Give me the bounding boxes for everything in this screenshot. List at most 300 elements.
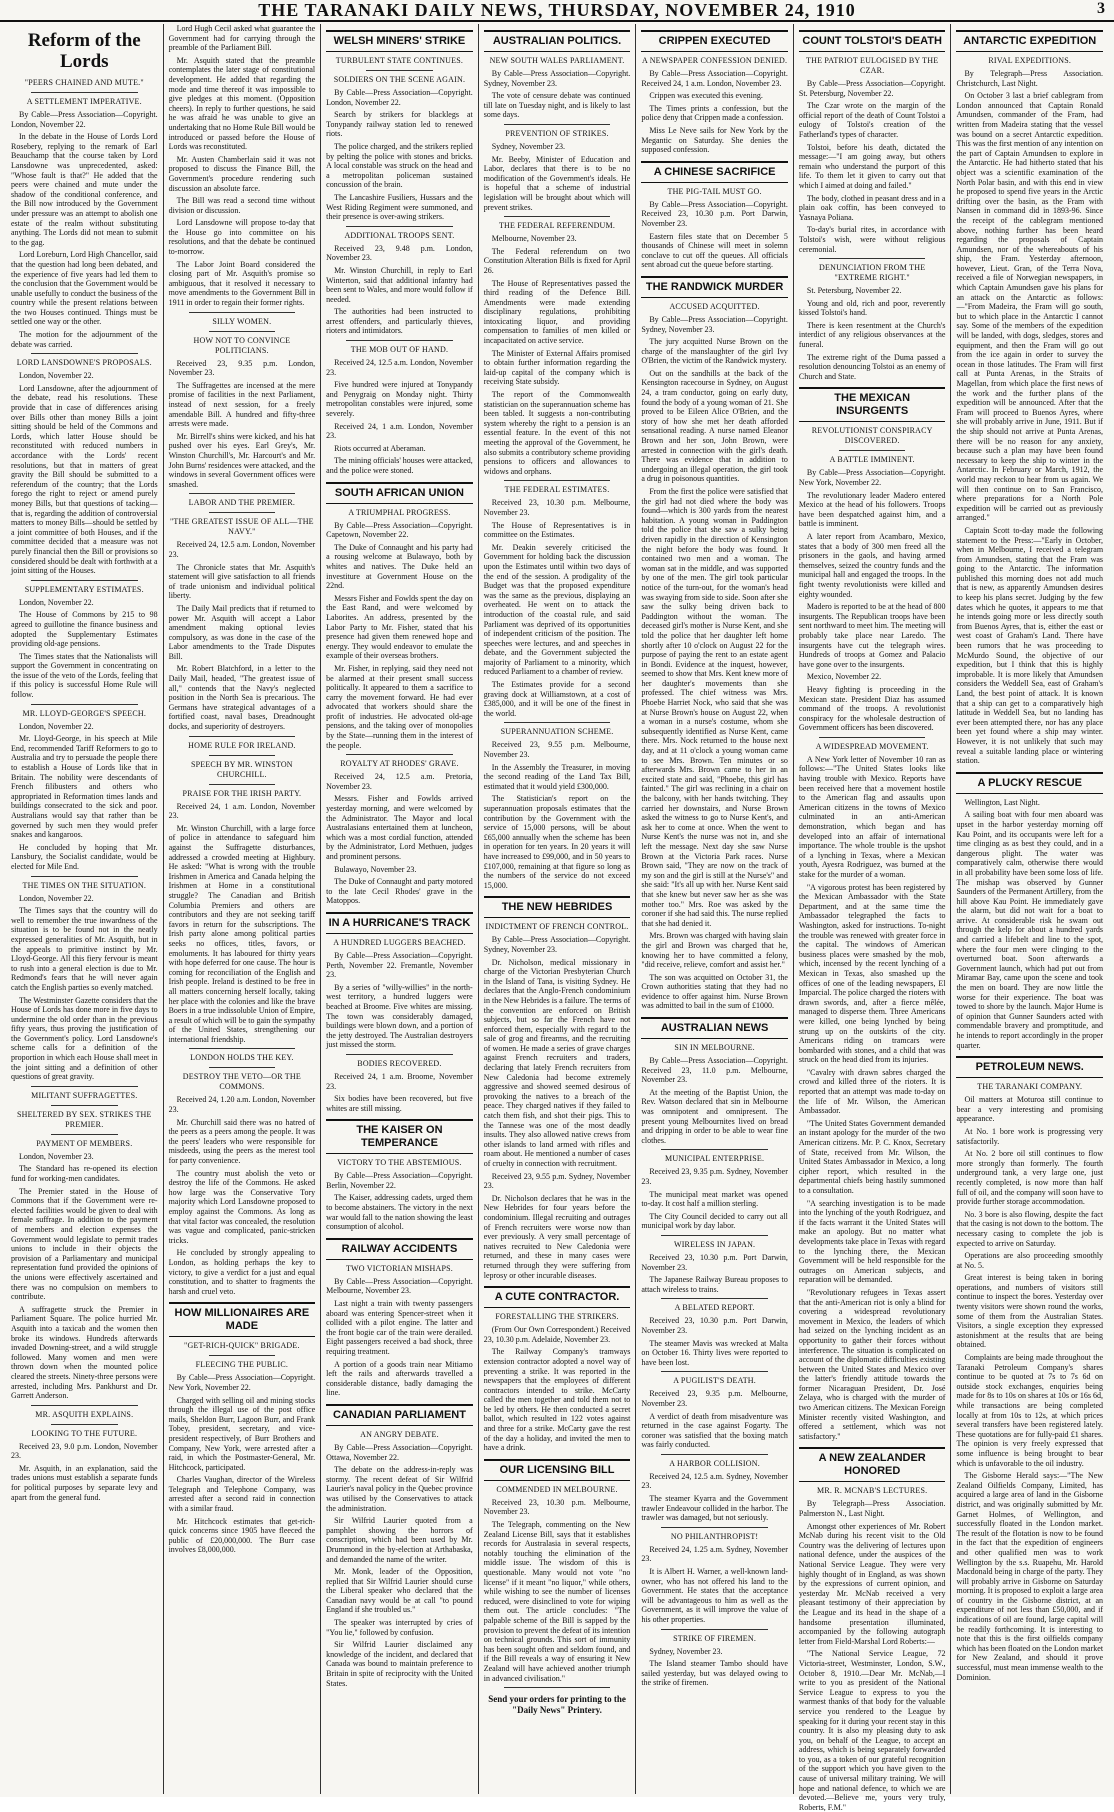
article-paragraph: A verdict of death from misadventure was returned in the case against Fogarty. The coroner was satisfied that the boxing match was fairly conducted. [641, 1411, 788, 1450]
article-subheading: SUPERANNUATION SCHEME. [500, 727, 614, 737]
article-paragraph: Mr. Beeby, Minister of Education and Labor, declares that there is to be no modification of the Government's ideals. He is hopeful that a scheme of industrial legislation will be brought about which will prevent strikes. [483, 154, 631, 212]
article-subheading: A HUNDRED LUGGERS BEACHED. [333, 937, 466, 947]
article-headline: THE KAISER ON TEMPERANCE [326, 1119, 473, 1154]
article-paragraph: Out on the sandhills at the back of the Kensington racecourse in Sydney, on August 24, a tram conductor, going on early duty, found the body of a young woman of 21. She proved to be Eileen Alice O'Brien, and the story of how she met her death afforded sensational reading. A nurse named Eleanor Brown and her son, John Brown, were arrested in connection with the girl's death. There was evidence that in addition to undergoing an illegal operation, the girl took a drug in poisonous quantities. [641, 368, 788, 484]
article-subheading: COMMENDED IN MELBOURNE. [496, 1484, 618, 1494]
article-paragraph: "Cavalry with drawn sabres charged the crowd and killed three of the rioters. It is reported that an attempt was made to-day on the life of Mr. Wilson, the American Ambassador. [798, 1067, 946, 1116]
article-paragraph: It is Albert H. Warner, a well-known land-owner, who has not offered his land to the Government. He states that the acceptance will be advantageous to him as well as the Government, as it will improve the value of his other properties. [641, 1567, 788, 1624]
article-paragraph: At No. 2 bore oil still continues to flow more strongly than formerly. The fourth underground tank, a very large one, just recently completed, is now more than half full of oil, and the company will soon have to provide further storage accommodation. [956, 1149, 1104, 1207]
article-subheading: STRIKE OF FIREMEN. [673, 1633, 757, 1643]
column-rule [661, 1298, 768, 1299]
column-rule [189, 312, 296, 313]
article-paragraph: The son was acquitted on October 31, the Crown authorities stating that they had no evidence to offer against him. Nurse Brown was admitted to bail in the sum of £1000. [641, 972, 788, 1011]
column-rule [504, 124, 611, 125]
article-subheading: THE MOB OUT OF HAND. [350, 345, 449, 355]
article-headline: THE RANDWICK MURDER [641, 276, 788, 298]
article-paragraph: The country must abolish the veto or destroy the life of the Commons. He asked how large was the Conservative Tory majority which Lord Lansdowne proposed to employ against the Commons. As long as that vital factor was concealed, the resolution was vague and complicated, panic-stricken tricks. [168, 1168, 316, 1245]
article-headline: CANADIAN PARLIAMENT [326, 1404, 473, 1426]
article-paragraph: At No. 1 bore work is progressing very satisfactorily. [956, 1126, 1104, 1146]
column-rule [209, 755, 276, 756]
article-paragraph: The body, clothed in peasant dress and in a plain oak coffin, has been conveyed to Yasnaya Poliana. [798, 193, 946, 222]
article-paragraph: By Cable—Press Association—Copyright. Sydney, November 23. [641, 314, 788, 334]
article-subheading: RIVAL EXPEDITIONS. [988, 56, 1072, 65]
article-paragraph: By Cable—Press Association—Copyright. London, November 22. [11, 110, 158, 129]
article-headline: AUSTRALIAN POLITICS. [484, 30, 631, 52]
article-paragraph: By Cable—Press Association—Copyright. London, November 22. [326, 88, 473, 107]
article-paragraph: By Telegraph—Press Association. Palmerston N., Last Night. [798, 1499, 946, 1519]
article-paragraph: Sydney, November 23. [649, 1646, 723, 1656]
article-paragraph: Heavy fighting is proceeding in the Mexican state. President Diaz has assumed command of the troops. A revolutionist conspiracy for the wholesale destruction of Government officers has been discovered. [798, 684, 946, 733]
article-paragraph: Received 23, 9.48 p.m. London, November 23. [326, 243, 473, 263]
article-paragraph: "A vigorous protest has been registered by the Mexican Ambassador with the State Department, and at the same time the Ambassador telegraphed the facts to Washington, asked for instructions. To-night the trouble was renewed with greater force in the capital. The windows of American business places were smashed by the mob, which, incensed by the recent lynching of a Mexican in Texas, also smashed up the offices of one of the leading newspapers, El Imparcial. The police charged the rioters with drawn swords, and, after a fierce mêlée, managed to disperse them. Three Americans were killed, one being lynched by being strung up on the outskirts of the city. Americans riding on tramcars were bombarded with stones, and a child that was struck on the head died from its injuries. [798, 882, 946, 1065]
column-rule [31, 580, 138, 581]
article-paragraph: (From Our Own Correspondent.) Received 23, 10.30 p.m. Adelaide, November 23. [483, 1325, 631, 1344]
column-rule [209, 331, 276, 332]
article-paragraph: To-day's burial rites, in accordance with Tolstoi's wish, were without religious ceremonial. [798, 225, 946, 254]
article-paragraph: The motion for the adjournment of the debate was carried. [11, 330, 158, 349]
article-paragraph: Received 24, 12.5 a.m. Sydney, November 23. [641, 1471, 788, 1491]
article-paragraph: Search by strikers for blacklegs at Tonypandy railway station led to renewed riots. [326, 110, 473, 139]
article-paragraph: Received 23, 9.35 p.m. Melbourne, November 23. [641, 1389, 788, 1408]
article-paragraph: By Cable—Press Association—Copyright. Sydney, November 23. [483, 69, 631, 88]
article-paragraph: The revolutionary leader Madero entered Mexico at the head of his followers. Troops have been despatched against him, and a battle is imminent. [798, 490, 946, 529]
article-paragraph: By Telegraph—Press Association. Christchurch, Last Night. [956, 69, 1104, 88]
article-subheading: PREVENTION OF STRIKES. [505, 128, 609, 138]
article-paragraph: By Cable—Press Association—Copyright. Ottawa, November 22. [326, 1442, 473, 1462]
article-paragraph: Mexico, November 22. [806, 672, 882, 682]
article-paragraph: London, November 22. [19, 893, 94, 903]
article-paragraph: The Gisborne Herald says:—"The New Zealand Oilfields Company, Limited, has acquired a large area of land in the Gisborne district, and was originally submitted by Mr. Garnet Holmes, of Wellington, and successfully floated in the London market. The result of the flotation is now to be found in the fact that the expedition of engineers and other qualified men was to work Wellington by the s.s. Ruapehu, Mr. Harold Macdonald being in charge of the party. They will probably arrive in Gisborne on Saturday morning. It is proposed to exploit a large area of country in the Gisborne district, at an expenditure of not less than £50,000, and if indications of oil are found, large capital will be readily forthcoming. It is interesting to note that this is the first oilfields company which has been floated on the London market for New Zealand, and should it prove successful, must mean immense wealth to the Dominion. [956, 1471, 1104, 1682]
article-paragraph: Mr. Birrell's shins were kicked, and his hat pushed over his eyes. Earl Grey's, Mr. Winston Churchill's, Mr. Harcourt's and Mr. John Burns' residences were attacked, and the windows in several Government offices were smashed. [168, 431, 316, 489]
article-paragraph: Lord Lansdowne, after the adjournment of the debate, read his resolutions. These provide that in case of differences arising over Bills other than money Bills a joint sitting should be held of the Commons and Lords, which latter House should be reconstituted with reduced numbers in accordance with the Lords' recent resolutions, but that in matters of great gravity the Bill should be submitted to a referendum of the country; that the Lords forego the right to reject or amend purely money Bills, but that questions of tacking—that is, regarding the addition of controversial matters to money Bills—should be settled by a joint committee of both Houses, and if the committee decided that a measure was not purely financial then the Bill or provisions so considered should be dealt with forthwith at a joint sitting of the Houses. [11, 383, 158, 576]
article-paragraph: Amongst other experiences of Mr. Robert McNab during his recent visit to the Old Country was the delivering of lectures upon national defence, under the auspices of the National Service League. They were very highly thought of in England, as was shown by the expressions of current opinion, and yesterday Mr. McNab received a very pleasant testimony of their appreciation by the League and its head in the shape of a handsome presentation illuminated, accompanied by the following autograph letter from Field-Marshal Lord Roberts:— [798, 1521, 946, 1646]
article-paragraph: Mr. Hitchcock estimates that get-rich-quick concerns since 1905 have fleeced the public of £20,000,000. The Burr case involves £8,000,000. [168, 1516, 316, 1555]
article-subheading: THE FEDERAL ESTIMATES. [504, 485, 610, 495]
article-paragraph: Received 23, 10.30 p.m. Melbourne, November 23. [483, 1497, 631, 1517]
article-paragraph: Wellington, Last Night. [964, 797, 1040, 807]
article-paragraph: By Cable—Press Association—Copyright. Capetown, November 22. [326, 520, 473, 540]
article-paragraph: The vote of censure debate was continued till late on Tuesday night, and is likely to last some days. [483, 91, 631, 120]
article-subheading: SILLY WOMEN. [212, 316, 272, 326]
column-rule [661, 1454, 768, 1455]
article-paragraph: Melbourne, November 23. [491, 234, 577, 244]
article-subheading: A WIDESPREAD MOVEMENT. [815, 741, 929, 751]
column-rule [31, 1405, 138, 1406]
column-rule [366, 70, 433, 71]
article-paragraph: Dr. Nicholson declares that he was in the New Hebrides for four years before the condominium. Illegal recruiting and outrages of French recruiters were worse now than ever previously. A very small percentage of natives recruited to New Caledonia were returned, and these in many cases were returned through they were suffering from leprosy or other incurable diseases. [483, 1193, 631, 1280]
article-paragraph: Lord Loreburn, Lord High Chancellor, said that the question had long been debated, and the experience of five years had led them to the conclusion that the Government would be unable usefully to conduct the business of the country while the present relations between the two Houses continued. Things must be settled one way or the other. [11, 250, 158, 327]
article-subheading: MUNICIPAL ENTERPRISE. [665, 1154, 765, 1164]
column-rule [31, 1086, 138, 1087]
article-subheading: A HARBOR COLLISION. [669, 1458, 760, 1468]
article-headline: COUNT TOLSTOI'S DEATH [799, 30, 946, 52]
article-paragraph: Received 24, 1.20 a.m. London, November 23. [168, 1095, 316, 1115]
column-rule [189, 736, 296, 737]
article-paragraph: The Kaiser, addressing cadets, urged them to become abstainers. The victory in the next war would fall to the nation showing the least consumption of alcohol. [326, 1193, 473, 1232]
article-paragraph: In the Assembly the Treasurer, in moving the second reading of the Land Tax Bill, estimated that it would yield £300,000. [483, 762, 631, 791]
article-subheading: THE PIG-TAIL MUST GO. [667, 186, 762, 196]
article-subheading: THE FEDERAL REFERENDUM. [498, 221, 616, 231]
article-headline: AUSTRALIAN NEWS [641, 1017, 788, 1039]
article-paragraph: Messrs Fisher and Fowlds spent the day on the East Rand, and were welcomed by Laborites. An address, presented by the Labor Party to Mr. Fisher, stated that his presence had given them renewed hope and energy. They would endeavor to emulate the example of their overseas brothers. [326, 593, 473, 661]
article-subheading: A BATTLE IMMINENT. [829, 455, 915, 465]
article-subheading: MR. LLOYD-GEORGE'S SPEECH. [22, 708, 147, 718]
article-paragraph: Lord Lansdowne will propose to-day that the House go into committee on his resolutions, and that the debate be continued to-morrow. [168, 218, 316, 257]
column-rule [504, 480, 611, 481]
article-paragraph: Sir Wilfrid Laurier disclaimed any knowledge of the incident, and declared that Canada was bound to maintain preference to Britain in spite of reciprocity with the United States. [326, 1640, 473, 1688]
article-headline: THE NEW HEBRIDES [484, 896, 631, 918]
article-subheading: PRAISE FOR THE IRISH PARTY. [182, 788, 302, 798]
article-subheading: WIRELESS IN JAPAN. [673, 1239, 756, 1249]
article-paragraph: By Cable—Press Association—Copyright. Received 23, 10.30 p.m. Port Darwin, November 23. [641, 199, 788, 228]
article-paragraph: London, November 22. [19, 597, 94, 607]
column-5 [636, 24, 794, 1794]
article-paragraph: The Estimates provide for a second graving dock at Williamstown, at a cost of £385,000, and it will be one of the finest in the world. [483, 680, 631, 718]
article-paragraph: By Cable—Press Association—Copyright. New York, November 22. [798, 468, 946, 488]
article-subheading: FLEECING THE PUBLIC. [195, 1360, 289, 1370]
article-paragraph: London, November 22. [19, 721, 94, 731]
article-paragraph: Captain Scott to-day made the following statement to the Press:—"Early in October, when in Melbourne, I received a telegram from Amundsen, stating that the Fram was going to the Antarctic. The information published this morning does not add much that is new, as apparently Amundsen desires to keep his plans secret. Judging by the few dates which he quotes, it appears to me that he intends going more or less directly south from Buenos Ayres, that is, either the east or west coast of Graham's Land. There have been rumors that he was proceeding to McMurdo Sound, the objective of our expedition, but I think that this is highly improbable. It is more likely that Amundsen considers the Weddell Sea, east of Graham's Land, the best point of attack. It is known that a ship can get to a comparatively high latitude in Weddell Sea, but no landing has ever been attempted there, nor has any place been yet found where a ship may winter. However, it is not unlikely that such may reveal a suitable landing place or wintering station. [956, 525, 1104, 766]
columns [6, 24, 1108, 1812]
article-paragraph: Received 24, 12.5 a.m. London, November 23. [326, 358, 473, 377]
article-paragraph: In the debate in the House of Lords Lord Rosebery, replying to the remark of Earl Beauchamp that the course taken by Lord Lansdowne was unprecedented, asked: "Whose fault is that?" He added that the peers were chained and mute under the shadow of the conditional conference, and the Bill now introduced by the Government under pressure was an attempt to abolish one estate of the realm without substituting anything. The Lords did not mean to submit to the gag. [11, 132, 158, 247]
article-paragraph: Mr. Robert Blatchford, in a letter to the Daily Mail, headed, "The greatest issue of all," contends that the Navy's neglected position in the North Sea is precarious. The Germans have strategical advantages of a fortified coast, naval bases, Dreadnought docks, and superiority of destroyers. [168, 664, 316, 732]
article-subheading: VICTORY TO THE ABSTEMIOUS. [337, 1158, 462, 1168]
article-paragraph: Messrs. Fisher and Fowlds arrived yesterday morning, and were welcomed by the Administrator. The Mayor and local Australasians entertained them at luncheon, which was a most cordial function, attended by the Administrator, Lord Methuen, judges and prominent persons. [326, 794, 473, 861]
column-rule [661, 1149, 768, 1150]
article-subheading: "THE GREATEST ISSUE OF ALL—THE NAVY." [169, 517, 314, 537]
article-subheading: THE TARANAKI COMPANY. [977, 1082, 1083, 1092]
article-paragraph: The Standard has re-opened its election fund for working-men candidates. [11, 1164, 158, 1184]
column-7 [951, 24, 1108, 1794]
article-subheading: A NEWSPAPER CONFESSION DENIED. [641, 56, 788, 65]
column-6 [794, 24, 952, 1812]
article-paragraph: Received 24, 12.5 a.m. London, November 23. [168, 540, 316, 559]
article-paragraph: "Revolutionary refugees in Texas assert that the anti-American riot is only a blind for covering a widespread revolutionary movement in Mexico, the leaders of which had seized on the lynching incident as an opportunity to gather their forces without interference. The situation is complicated on account of the diplomatic difficulties existing between the United States and Mexico over the latter's friendly attitude towards the former Nicaraguan President, Dr. José Zelaya, who is charged with the murder of two American citizens. The Mexican Foreign Minister recently visited Washington, and offered a settlement, which was not satisfactory." [798, 1287, 946, 1441]
article-headline: A NEW ZEALANDER HONORED [799, 1447, 946, 1482]
masthead-title: THE TARANAKI DAILY NEWS, THURSDAY, NOVEMBER 24, 1910 [258, 0, 856, 20]
article-subheading: LORD LANSDOWNE'S PROPOSALS. [16, 358, 152, 368]
article-headline: CRIPPEN EXECUTED [641, 30, 788, 52]
article-headline: IN A HURRICANE'S TRACK [326, 912, 473, 934]
article-headline: OUR LICENSING BILL [484, 1459, 631, 1481]
article-paragraph: He concluded by strongly appealing to London, as holding perhaps the key to victory, to give a verdict for a just and equal constitution, and to shatter to fragments the harsh and cruel veto. [168, 1248, 316, 1296]
article-paragraph: Six bodies have been recovered, but five whites are still missing. [326, 1094, 473, 1113]
article-paragraph: The City Council decided to carry out all municipal work by day labor. [641, 1211, 788, 1231]
article-paragraph: The Labor Joint Board considered the closing part of Mr. Asquith's promise so ambiguous, that it resolved it necessary to move amendments to the Government Bill in 1911 in order to regain their former rights. [168, 259, 316, 308]
article-subheading: SOLDIERS ON THE SCENE AGAIN. [333, 75, 466, 84]
article-headline: A PLUCKY RESCUE [956, 772, 1103, 794]
article-paragraph: Mr. Monk, leader of the Opposition, replied that Sir Wilfrid Laurier should curse the Liberal speaker who declared that the Canadian navy would be at call "to pound England if she troubled us." [326, 1567, 473, 1615]
article-paragraph: A New York letter of November 10 ran as follows:—"The United States looks like having trouble with Mexico. Reports have been received here that a movement hostile to the American flag and assaults upon American citizens in the towns of Mexico culminated in an anti-American demonstration, which began and has developed into an affair of international importance. The whole trouble is the upshot of a lynching in Texas, where a Mexican youth, Ayesra Rodriguez, was burned at the stake for the murder of a woman. [798, 754, 946, 879]
article-paragraph: "The United States Government demanded an instant apology for the murder of the two American citizens. Mr. P. C. Knox, Secretary of State, received from Mr. Wilson, the United States Ambassador in Mexico, a long cipher report, which resulted in the departmental chiefs being hastily summoned to a consultation. [798, 1118, 946, 1195]
article-paragraph: At the meeting of the Baptist Union, the Rev. Watson declared that sin in Melbourne was omnipotent and omnipresent. The present young Melbournites lived on bread and dripping in order to be able to wear fine clothes. [641, 1087, 788, 1145]
article-paragraph: Received 23, 10.30 p.m. Port Darwin, November 23. [641, 1316, 788, 1335]
article-subheading: BODIES RECOVERED. [357, 1058, 442, 1068]
article-paragraph: Received 24, 12.5 a.m. Pretoria, November 23. [326, 772, 473, 791]
column-rule [346, 340, 453, 341]
article-headline: SOUTH AFRICAN UNION [326, 482, 473, 504]
article-subheading: LONDON HOLDS THE KEY. [190, 1053, 294, 1063]
article-paragraph: Complaints are being made throughout the Taranaki Petroleum Company's shares continue to be quoted at 7s to 7s 6d on outside stock exchanges, enquiries being made for 8s to 10s on shares at 10s or 16s 6d, while transactions are being completed locally at from 10s to 12s, at which prices several transfers have been registered lately. These quotations are for fully-paid £1 shares. The opinion is very freely expressed that some influence is being brought to bear which is unfavorable to the oil industry. [956, 1353, 1104, 1468]
article-paragraph: By Cable—Press Association—Copyright. Berlin, November 22. [326, 1171, 473, 1190]
article-subheading: DESTROY THE VETO—OR THE COMMONS. [182, 1072, 301, 1092]
article-paragraph: Great interest is being taken in boring operations, and numbers of visitors still continue to inspect the bores. Yesterday over twenty visitors were shown round the works, some of them from the Australian States. Visitors, a single exception they expressed astonishment at the results that are being obtained. [956, 1273, 1104, 1350]
article-paragraph: The Bill was read a second time without division or discussion. [168, 196, 316, 215]
article-paragraph: London, November 22. [19, 371, 94, 381]
column-3 [321, 24, 479, 1794]
article-subheading: AN ANGRY DEBATE. [360, 1429, 439, 1439]
article-paragraph: The Island steamer Tambo should have sailed yesterday, but was delayed owing to the strike of firemen. [641, 1659, 788, 1688]
article-subheading: SUPPLEMENTARY ESTIMATES. [24, 584, 144, 594]
article-paragraph: By Cable—Press Association—Copyright. St. Petersburg, November 22. [798, 79, 946, 98]
column-rule [31, 876, 138, 877]
article-subheading: HOW NOT TO CONVINCE POLITICIANS. [193, 335, 291, 355]
column-rule [661, 1371, 768, 1372]
article-headline: RAILWAY ACCIDENTS [326, 1238, 473, 1260]
article-paragraph: The Japanese Railway Bureau proposes to attach wireless to trains. [641, 1275, 788, 1294]
article-subheading: SPEECH BY MR. WINSTON CHURCHILL. [190, 759, 293, 779]
article-paragraph: Mr. Lloyd-George, in his speech at Mile End, recommended Tariff Reformers to go to Australia and try to persuade the people there to establish a House of Lords like that in Britain. The nobility were descendants of French filibusters and others who appropriated in Reformation times lands and buildings consecrated to the sick and poor. Australians would say that rather than be governed by such men they would prefer snakes and kangaroos. [11, 734, 158, 840]
column-rule [346, 754, 453, 755]
article-paragraph: Charles Vaughan, director of the Wireless Telegraph and Telephone Company, was arrested after a second raid in connection with a similar fraud. [168, 1475, 316, 1514]
article-paragraph: The Chronicle states that Mr. Asquith's statement will give satisfaction to all friends of trade unionism and individual political liberty. [168, 562, 316, 601]
article-paragraph: The Czar wrote on the margin of the official report of the death of Count Tolstoi a eulogy of Tolstoi's creation of the Fatherland's types of character. [798, 101, 946, 139]
article-headline: HOW MILLIONAIRES ARE MADE [169, 1302, 316, 1337]
article-paragraph: He concluded by hoping that Mr. Lansbury, the Socialist candidate, would be elected for Mile End. [11, 842, 158, 871]
article-subheading: ADDITIONAL TROOPS SENT. [344, 230, 455, 240]
article-subheading: REVOLUTIONIST CONSPIRACY DISCOVERED. [811, 426, 933, 446]
article-subheading: A TRIUMPHAL PROGRESS. [348, 507, 451, 517]
article-paragraph: Miss Le Neve sails for New York by the Megantic on Saturday. She denies the supposed confession. [641, 125, 788, 155]
column-rule [661, 1629, 768, 1630]
masthead [0, 0, 1114, 22]
article-paragraph: Charged with selling oil and mining stocks through the illegal use of the post office mails, Sheldon Burr, Lagoon Burr, and Frank Tobey, president, secretary, and vice-president respectively, of Burr Brothers and Company, New York, were arrested after a raid, in which the Postmaster-General, Mr. Hitchcock, participated. [168, 1395, 316, 1472]
article-paragraph: Eastern files state that on December 5 thousands of Chinese will meet in solemn conclave to cut off the queues. All officials sent abroad cut the queue before starting. [641, 231, 788, 270]
article-paragraph: Crippen was executed this evening. [649, 91, 763, 101]
article-paragraph: By Cable—Press Association—Copyright. Received 23, 11.0 p.m. Melbourne, November 23. [641, 1056, 788, 1085]
article-paragraph: Received 23, 9.55 p.m. Sydney, November 23. [483, 1171, 631, 1191]
article-paragraph: The Statistician's report on the superannuation proposals estimates that the contribution by the Government with the service of 15,000 persons, will be about £65,000 annually when the scheme has been in operation for ten years. In 20 years it will have increased to £99,000, and in 50 years to £107,000, remaining at that figure so long as the numbers of the service do not exceed 15,000. [483, 794, 631, 890]
article-paragraph: Mr. Winston Churchill, in reply to Earl Winterton, said that additional infantry had been sent to Wales, and more would follow if needed. [326, 265, 473, 304]
column-rule [661, 1235, 768, 1236]
article-headline: ANTARCTIC EXPEDITION [956, 30, 1103, 52]
page-number: 3 [1097, 0, 1106, 17]
column-rule [819, 737, 926, 738]
article-headline: A CHINESE SACRIFICE [641, 161, 788, 183]
article-headline: THE MEXICAN INSURGENTS [799, 387, 946, 422]
article-subheading: A PUGILIST'S DEATH. [673, 1376, 756, 1386]
article-subheading: NEW SOUTH WALES PARLIAMENT. [489, 56, 625, 65]
article-paragraph: The Duke of Connaught and party motored to the late Cecil Rhodes' grave in the Matoppos. [326, 877, 473, 906]
column-2 [164, 24, 322, 1794]
article-paragraph: The Suffragettes are incensed at the mere promise of facilities in the next Parliament, instead of next session, for a freely amendable Bill. A hundred and fifty-three arrests were made. [168, 380, 316, 429]
article-paragraph: Received 23, 9.35 p.m. Sydney, November 23. [641, 1167, 788, 1186]
article-paragraph: Mr. Churchill said there was no hatred of the peers as a peers among the people. It was the peers' leaders who were responsible for misdeeds, using the peers as the merest tool for party convenience. [168, 1117, 316, 1166]
article-paragraph: By Cable—Press Association—Copyright. Received 24, 1 a.m. London, November 23. [641, 69, 788, 88]
article-paragraph: Bulawayo, November 23. [334, 864, 417, 874]
article-paragraph: Mr. Asquith stated that the preamble contemplates the later stage of constitutional development. He added that regarding the mode and time thereof it was impossible to give pledges at this moment. (Opposition cheers). In reply to further questions, he said he was afraid he was unable to give an undertaking that no Home Rule Bill would be introduced or passed before the House of Lords was reconstituted. [168, 55, 316, 152]
article-paragraph: By Cable—Press Association—Copyright. Sydney, November 23. [483, 935, 631, 954]
article-paragraph: The House of Commons by 215 to 98 agreed to guillotine the finance business and adopted the Supplementary Estimates providing old-age pensions. [11, 610, 158, 649]
column-rule [504, 722, 611, 723]
article-subheading: THE PATRIOT EULOGISED BY THE CZAR. [806, 56, 939, 75]
article-subheading: FORESTALLING THE STRIKERS. [495, 1312, 619, 1322]
article-paragraph: On October 3 last a brief cablegram from London announced that Captain Ronald Amundsen, commander of the Fram, had written from Madeira stating that the vessel was bound on a secret Antarctic expedition. This was the first mention of any intention on the part of Captain Amundsen to explore in the Antarctic. He had hitherto stated that his object was a scientific examination of the North Polar basin, and with this end in view he proposed to spend five years in the Arctic drifting over the basin, as the Fram with Nansen in command did in 1893-96. Since the receipt of the cablegram mentioned above, nothing further has been heard regarding the proposals of Captain Amundsen, nor of the whereabouts of his ship, the Fram. Yesterday afternoon, however, Lieut. Gran, of the Terra Nova, received a file of Norwegian newspapers, in which Captain Amundsen gave his plans for an attack on the Antarctic as follows:—"From Madeira, the Fram will go south, but to which place in the Antarctic I cannot say. Some of the members of the expedition will be landed, with dogs, sledges, stores and equipment, and then the Fram will go out from the ice again in order to survey the ocean in those latitudes. The Fram will first call at Punta Arenas, in the Straits of Magellan, from which place the first news of the work and the further plans of the expedition will be announced. After that the Fram will proceed to Buenos Ayres, where she will probably arrive in June, 1911. But if the ship should not arrive at Punta Arenas, there will be no reason for any anxiety, because such a plan may have been found necessary to keep the ship to winter in the Antarctic. In February or March, 1912, the world may reckon to hear from us again. We will then continue on to San Francisco, where preparations for a North Pole expedition will be carried out as previously arranged." [956, 91, 1104, 523]
column-4 [479, 24, 637, 1794]
article-paragraph: The steamer Mavis was wrecked at Malta on October 16. Thirty lives were reported to have been lost. [641, 1338, 788, 1367]
article-paragraph: The extreme right of the Duma passed a resolution denouncing Tolstoi as an enemy of Church and State. [798, 352, 946, 381]
column-rule [209, 512, 276, 513]
column-rule [189, 1048, 296, 1049]
article-subheading: ROYALTY AT RHODES' GRAVE. [340, 759, 459, 769]
column-rule [31, 92, 138, 93]
column-rule [189, 493, 296, 494]
article-paragraph: Oil matters at Moturoa still continue to bear a very interesting and promising appearance. [956, 1095, 1104, 1124]
article-paragraph: The House of Representatives is in committee on the Estimates. [483, 520, 631, 540]
article-paragraph: The Times says that the country will do well to remember the true inwardness of the situation is to be found not in the neatly expressed generalities of Mr. Asquith, but in the appeals to primitive instinct by Mr. Lloyd-George. All this fiery fervour is meant to rush into a general election is due to Mr. Redmond's fears that he will never again catch the English parties so evenly matched. [11, 906, 158, 992]
article-paragraph: Five hundred were injured at Tonypandy and Penygraig on Monday night. Thirty metropolitan constables were injured, some severely. [326, 380, 473, 419]
article-paragraph: There is keen resentment at the Church's interdict of any religious observances at the funeral. [798, 320, 946, 350]
article-paragraph: Sydney, November 23. [491, 141, 565, 151]
column-rule [504, 1687, 611, 1688]
article-subheading: DENUNCIATION FROM THE "EXTREME RIGHT." [819, 263, 926, 283]
article-paragraph: From the first the police were satisfied that the girl had not died where the body was found—which is 300 yards from the nearest habitation. A young woman in Paddington told the police that she saw a sulky being driven rapidly in the direction of Kensington the night before the body was found. It contained two men and a woman. The woman sat in the middle, and was supported by one of the men. The girl took particular notice of the turn-out, for the woman's head was swaying from side to side. Soon after she saw the sulky being driven back to Paddington without the woman. The deceased girl's mother is Nurse Kent, and she told the police that her daughter left home shortly after 10 o'clock on August 22 for the purpose of paying the rent to an estate agent in Bondi. Evidence at the inquest, however, seemed to show that Mrs. Kent knew more of her daughter's movements than she professed. The chief witness was Mrs. Phoebe Harriet Nock, who said that she was at Nurse Brown's house on August 22, when a woman in a nurse's costume, whom she subsequently identified as Nurse Kent, came there. Mrs. Nock returned to the house next day, and at 11 o'clock a young woman came to see Mrs. Brown. Ten minutes or so afterwards Mrs. Brown came to her in an excited state and said, "Phoebe, this girl has fainted." The girl was reclining in a chair on the balcony, with her hands twitching. They carried her downstairs, and Nurse Brown asked the witness to go to Nurse Kent's, and ask her to come at once. When the went to Nurse Kent's the nurse was not in, and she left the message. Next day she saw Nurse Brown at the Victoria Park races. Nurse Brown said, "They are now on the track of my son and the girl is still at the Nurse's" and she said: "It's all up with her. Nurse Kent said that she knew but never saw her as she was mother too." Mrs. Roe was asked by the coroner if she had said this. The nurse replied that she had denied it. [641, 487, 788, 928]
column-rule [51, 1424, 118, 1425]
article-paragraph: "A searching investigation is to be made into the lynching of the youth Rodriguez, and if the facts warrant it the United States will make an apology. But no matter what developments take place in Texas with regard to the lynching there, the Mexican Government will be held responsible for the outrages on American subjects, and reparation will be demanded. [798, 1198, 946, 1285]
article-paragraph: Lord Hugh Cecil asked what guarantee the Government had for carrying through the preamble of the Parliament Bill. [168, 24, 316, 53]
article-paragraph: Dr. Nicholson, medical missionary in charge of the Victorian Presbyterian Church in the Island of Tana, is visiting Sydney. He declares that the Anglo-French condominium in the New Hebrides is a failure. The terms of the convention are enforced on British subjects, but so far the French have not enforced them, especially with regard to the sale of grog and firearms, and the recruiting of women. He made a series of grave charges against French recruiters and traders, declaring that lately French recruiters from New Caledonia had become extremely aggressive and showed seemed desirous of provoking the natives to a breach of the peace. They charged natives if they failed to catch them fish, and shot their pigs. This to the Tannese was one of the most deadly insults. They also allowed native crews from other islands to land armed with rifles and roam about. He mentioned a number of cases of cruelty in connection with recruitment. [483, 957, 631, 1168]
article-paragraph: The mining officials' houses were attacked, and the police were stoned. [326, 456, 473, 475]
column-rule [31, 353, 138, 354]
article-subheading: LABOR AND THE PREMIER. [188, 498, 296, 508]
article-paragraph: By Cable—Press Association—Copyright. New York, November 22. [168, 1373, 316, 1392]
article-paragraph: The debate on the address-in-reply was stormy. The recent defeat of Sir Wilfrid Laurier's naval policy in the Quebec province was utilised by the Conservatives to attack the administration. [326, 1465, 473, 1513]
article-paragraph: A portion of a goods train near Mitiamo left the rails and afterwards travelled a considerable distance, badly damaging the line. [326, 1359, 473, 1398]
column-rule [209, 1355, 276, 1356]
article-paragraph: Received 24, 1 a.m. Broome, November 23. [326, 1071, 473, 1091]
column-rule [209, 784, 276, 785]
article-paragraph: London, November 23. [19, 1151, 94, 1161]
article-paragraph: "The National Service League, 72 Victoria-street, Westminster, London, S.W., October 8, 1910.—Dear Mr. McNab,—I write to you as president of the National Service League to express to you the warmest thanks of that body for the valuable service you rendered to the League by speaking for it during your recent stay in this country. It is also my pleasing duty to ask you, on behalf of the League, to accept an address, which is being separately forwarded to you, as a token of our grateful recognition of the support which you have given to the cause of universal military training. We will hope and national defence, to which we are devoted.—Believe me, yours very truly, Roberts, F.M." [798, 1649, 946, 1812]
printery-notice: Send your orders for printing to the "Daily News" Printery. [488, 1694, 626, 1716]
article-paragraph: By Cable—Press Association—Copyright. Melbourne, November 23. [326, 1276, 473, 1296]
article-paragraph: Received 23, 9.55 p.m. Melbourne, November 23. [483, 740, 631, 760]
article-paragraph: A sailing boat with four men aboard was upset in the harbor yesterday morning off Kau Point, and its occupants were left for a time clinging as as best they could, and in a dangerous plight. The water was comparatively calm, otherwise there would in all probability have been some loss of life. The mishap was observed by Gunner Saunders of the Permanent Artillery, from the hill above Kau Point. He immediately gave the alarm, but did not wait for a boat to arrive. At considerable risk he swam out through the kelp for about a hundred yards and carried a lifebelt and line to the spot, where the four men were clinging to the overturned boat. Soon afterwards a Government launch, which had put out from Miramar Bay, came upon the scene and took the men on board. They are now little the worse for their experience. The boat was towed to shore by the launch. Major Hume is of opinion that Gunner Saunders acted with commendable bravery and promptitude, and he intends to report accordingly in the proper quarter. [956, 810, 1104, 1050]
column-rule [839, 450, 906, 451]
article-paragraph: The Federal referendum on two Constitution Alteration Bills is fixed for April 26. [483, 246, 631, 275]
article-paragraph: The House of Representatives passed the third reading of the Defence Bill. Amendments were made extending disciplinary regulations, prohibiting intoxicating liquor, and providing compensation to families of men killed or incapacitated on active service. [483, 278, 631, 346]
article-headline: WELSH MINERS' STRIKE [326, 30, 473, 52]
article-subheading: "PEERS CHAINED AND MUTE." [24, 78, 144, 87]
article-headline: Reform of the Lords [27, 30, 141, 72]
article-paragraph: St. Petersburg, November 22. [806, 286, 902, 296]
article-paragraph: The Daily Mail predicts that if returned to power Mr. Asquith will accept a Labor amendment making optional levies compulsory, as was done in the case of the Labor amendments to the Trade Disputes Bill. [168, 603, 316, 661]
article-paragraph: The Duke of Connaught and his party had a rousing welcome at Bulawayo, both by whites and natives. The Duke held an investiture at Government House on the 22nd. [326, 542, 473, 591]
article-paragraph: The Telegraph, commenting on the New Zealand License Bill, says that it establishes records for Australasia in several respects, notably touching the elimination of the middle issue. The wisdom of this is questionable. Many would not vote "no license" if it meant "no liquor," while others, while wishing to see the number of licenses reduced, were disinclined to vote for wiping them out. The article concludes: "The palpable scheme of the Bill is sapped by the provision to prevent the defeat of its intention on technical grounds. This sort of immunity has been sought often and seldom found, and if the Bill reveals a way of ensuring it New Zealand will have achieved another triumph in advanced civilisation." [483, 1520, 631, 1683]
column-rule [346, 1054, 453, 1055]
article-subheading: ACCUSED ACQUITTED. [669, 301, 760, 311]
article-paragraph: Young and old, rich and poor, reverently kissed Tolstoi's hand. [798, 298, 946, 318]
article-paragraph: A suffragette struck the Premier in Parliament Square. The police hurried Mr. Asquith into a taxicab and the women then broke its windows. Hundreds afterwards invaded Downing-street, and a wild struggle followed. Many women and men were thrown down when the mounted police cleared the streets. Ninety-three persons were arrested, including Mrs. Pankhurst and Dr. Garrett Anderson. [11, 1304, 158, 1401]
article-paragraph: Mr. Asquith, in an explanation, said the trades unions must establish a separate funds for political purposes by separate levy and apart from the general fund. [11, 1463, 158, 1502]
article-paragraph: The jury acquitted Nurse Brown on the charge of the manslaughter of the girl Ivy O'Brien, the victim of the Randwick mystery. [641, 337, 788, 366]
article-paragraph: Received 23, 9.35 p.m. London, November 23. [168, 358, 316, 378]
article-paragraph: The Premier stated in the House of Commons that if the Government were re-elected facilities would be given to deal with female suffrage. In addition to the payment of members and election expenses the Government would legislate to permit trades unions to include in their objects the provision of a Parliamentary and municipal representation fund provided the opinions of the unions were effectively ascertained and there was no compulsion on members to contribute. [11, 1186, 158, 1302]
article-headline: PETROLEUM NEWS. [956, 1056, 1103, 1078]
article-paragraph: Operations are also proceeding smoothly at No. 5. [956, 1251, 1104, 1270]
article-subheading: LOOKING TO THE FUTURE. [31, 1428, 138, 1438]
article-paragraph: Received 23, 9.0 p.m. London, November 23. [11, 1441, 158, 1461]
article-paragraph: The report of the Commonwealth statistician on the superannuation scheme has been tabled. It suggests a non-contributing system whereby the right to a pension is an essential feature. In the event of this not meeting the approval of the Government, he also submits a contributory scheme providing pensions to officers and allowances to widows and orphans. [483, 390, 631, 476]
article-subheading: TWO VICTORIAN MISHAPS. [345, 1263, 453, 1273]
article-subheading: MR. ASQUITH EXPLAINS. [35, 1409, 134, 1419]
article-paragraph: Sir Wilfrid Laurier quoted from a pamphlet showing the horrors of conscription, which had been used by Mr. Drummond in the by-election at Arthabaska, and demanded the name of the writer. [326, 1516, 473, 1564]
article-subheading: "GET-RICH-QUICK" BRIGADE. [184, 1341, 300, 1351]
column-rule [819, 258, 926, 259]
article-paragraph: Madero is reported to be at the head of 800 insurgents. The Republican troops have been sent northward to meet him. The meeting will probably take place near Laredo. The insurgents have cut the telegraph wires. Hundreds of troops at Gomez and Palacio have gone over to the insurgents. [798, 602, 946, 669]
article-paragraph: The Times states that the Nationalists will support the Government in concentrating on the issue of the veto of the Lords, feeling that if this policy is successful Home Rule will follow. [11, 651, 158, 700]
article-paragraph: The steamer Kyarra and the Government trawler Endeavour collided in the harbor. The trawler was damaged, but not seriously. [641, 1494, 788, 1523]
article-paragraph: Mr. Austen Chamberlain said it was not proposed to discuss the Finance Bill, the Government's procedure rendering such discussion an absolute farce. [168, 154, 316, 193]
article-paragraph: The Times prints a confession, but the police deny that Crippen made a confession. [641, 103, 788, 123]
article-paragraph: Mr. Deakin severely criticised the Government for holding back the discussion upon the Estimates until within two days of the end of the session. A prodigality of the Budget was that the proposed expenditure was the same as the previous, displaying an overheated. He went on to attack the introduction of the coastal rule, and said Parliament was deprived of its opportunities of independent criticism of the position. The speeches were lectures, and and speeches in debate, and the Government subjected the majority of Parliament to a minority, which reduced Parliament to a chamber of review. [483, 542, 631, 677]
article-subheading: NO PHILANTHROPIST! [670, 1531, 759, 1541]
article-subheading: TURBULENT STATE CONTINUES. [335, 56, 464, 65]
article-paragraph: The Westminster Gazette considers that the House of Lords has done more in five days to undermine the old order than in the previous fifty years, thus proving the justification of the Government's policy. Lord Lansdowne's scheme calls for a definition of the proportion in which each House shall meet in the joint sitting and a definition of other questions of great gravity. [11, 995, 158, 1082]
article-paragraph: By a series of "willy-willies" in the north-west territory, a hundred luggers were beached at Broome. Five whites are missing. The town was considerably damaged, buildings were blown down, and a portion of the jetty destroyed. The Australian destroyers just missed the storm. [326, 982, 473, 1050]
column-rule [31, 704, 138, 705]
article-paragraph: Tolstoi, before his death, dictated the message:—"I am going away, but others remain who understand the purport of this life. To them let it given to carry out that which I aimed at doing and failed." [798, 142, 946, 190]
article-paragraph: Riots occurred at Aberaman. [334, 443, 426, 453]
article-paragraph: The Railway Company's tramways extension contractor adopted a novel way of preventing a strike. It was reported in the newspapers that the employees of different contractors intended to strike. McCarty called the men together and told them not to be led by others. He then conducted a secret ballot, which resulted in 122 votes against and three for a strike. McCarty gave the rest of the day a holiday, and invited the men to have a drink. [483, 1347, 631, 1453]
article-subheading: SIN IN MELBOURNE. [674, 1043, 755, 1053]
article-paragraph: The police charged, and the strikers replied by pelting the police with stones and bricks. A local constable was struck on the head and a metropolitan policeman sustained concussion of the brain. [326, 141, 473, 190]
article-paragraph: Received 24, 1 a.m. London, November 23. [168, 801, 316, 821]
column-rule [661, 1527, 768, 1528]
article-subheading: INDICTMENT OF FRENCH CONTROL. [485, 922, 629, 932]
article-paragraph: The authorities had been instructed to arrest offenders, and particularly thieves, rioters and intimidators. [326, 307, 473, 336]
article-paragraph: Received 23, 10.30 p.m. Melbourne, November 23. [483, 498, 631, 517]
article-paragraph: Last night a train with twenty passengers aboard was entering Spencer-street when it collided with a pilot engine. The latter and the front bogie car of the train were derailed. Eight passengers received a bad shock, three requiring treatment. [326, 1299, 473, 1356]
article-subheading: A BELATED REPORT. [674, 1303, 755, 1313]
article-subheading: SHELTERED BY SEX. STRIKES THE PREMIER. [16, 1109, 152, 1129]
article-paragraph: The municipal meat market was opened to-day. It cost half a million sterling. [641, 1189, 788, 1209]
column-rule [504, 216, 611, 217]
column-rule [51, 1105, 118, 1106]
article-paragraph: Mr. Fisher, in replying, said they need not be alarmed at their present small success politically. It appeared to them a sacrifice to carry the movement forward. He had ever advocated that workers should share the profit of industries. He advocated old-age pensions, and the taking over of monopolies by the State—running them in the interest of the people. [326, 663, 473, 750]
article-subheading: HOME RULE FOR IRELAND. [188, 740, 296, 750]
article-subheading: PAYMENT OF MEMBERS. [36, 1138, 133, 1148]
article-paragraph: Mr. Winston Churchill, with a large force of police in attendance to safeguard him against the Suffragette disturbances, addressed a crowded meeting at Highbury. He asked: "What is wrong with the trouble Irishmen in America and Canada helping the Irishmen at Home in a constitutional struggle? The Canadian and British Columbia Premiers and others are contributors and they are not seeking tariff favors in return for the subscriptions. The Irish party alone among political parties seeks no offices, titles, favors, or emoluments. It has laboured for thirty years with hope deferred for one cause. The hour is coming for reconciliation of the English and Irish people. Ireland is destined to be free in all matters concerning herself locally, taking her place with the colonies and like the brave Boers in a true indissoluble Union of Empire, a result of which will be to gain the sympathy of the United States, strengthening our international friendship. [168, 823, 316, 1044]
article-paragraph: A later report from Acambaro, Mexico, states that a body of 300 men freed all the prisoners in the gaols, and having armed themselves, seized the country funds and the municipal hall and engaged the troops. In the fight twenty revolutionists were killed and eighty wounded. [798, 532, 946, 599]
column-1 [6, 24, 164, 1794]
article-paragraph: Received 24, 1 a.m. London, November 23. [326, 421, 473, 441]
article-paragraph: Received 23, 10.30 p.m. Port Darwin, November 23. [641, 1252, 788, 1272]
column-rule [209, 1067, 276, 1068]
article-paragraph: The speaker was interrupted by cries of "You lie," followed by confusion. [326, 1618, 473, 1637]
article-subheading: A SETTLEMENT IMPERATIVE. [26, 97, 142, 106]
column-rule [346, 226, 453, 227]
article-subheading: MILITANT SUFFRAGETTES. [31, 1090, 138, 1100]
article-subheading: MR. R. MCNAB'S LECTURES. [817, 1486, 928, 1496]
article-paragraph: The Lancashire Fusiliers, Hussars and the West Riding Regiment were summoned, and their presence is over-awing strikers. [326, 192, 473, 222]
article-subheading: THE TIMES ON THE SITUATION. [22, 880, 147, 890]
article-paragraph: By Cable—Press Association—Copyright. Perth, November 22. Fremantle, November 23. [326, 950, 473, 980]
article-paragraph: No. 3 bore is also flowing, despite the fact that the casing is not down to the bottom. The necessary casing to complete the job is expected to arrive on Saturday. [956, 1209, 1104, 1248]
column-rule [51, 1134, 118, 1135]
article-paragraph: Received 24, 1.25 a.m. Sydney, November 23. [641, 1544, 788, 1564]
